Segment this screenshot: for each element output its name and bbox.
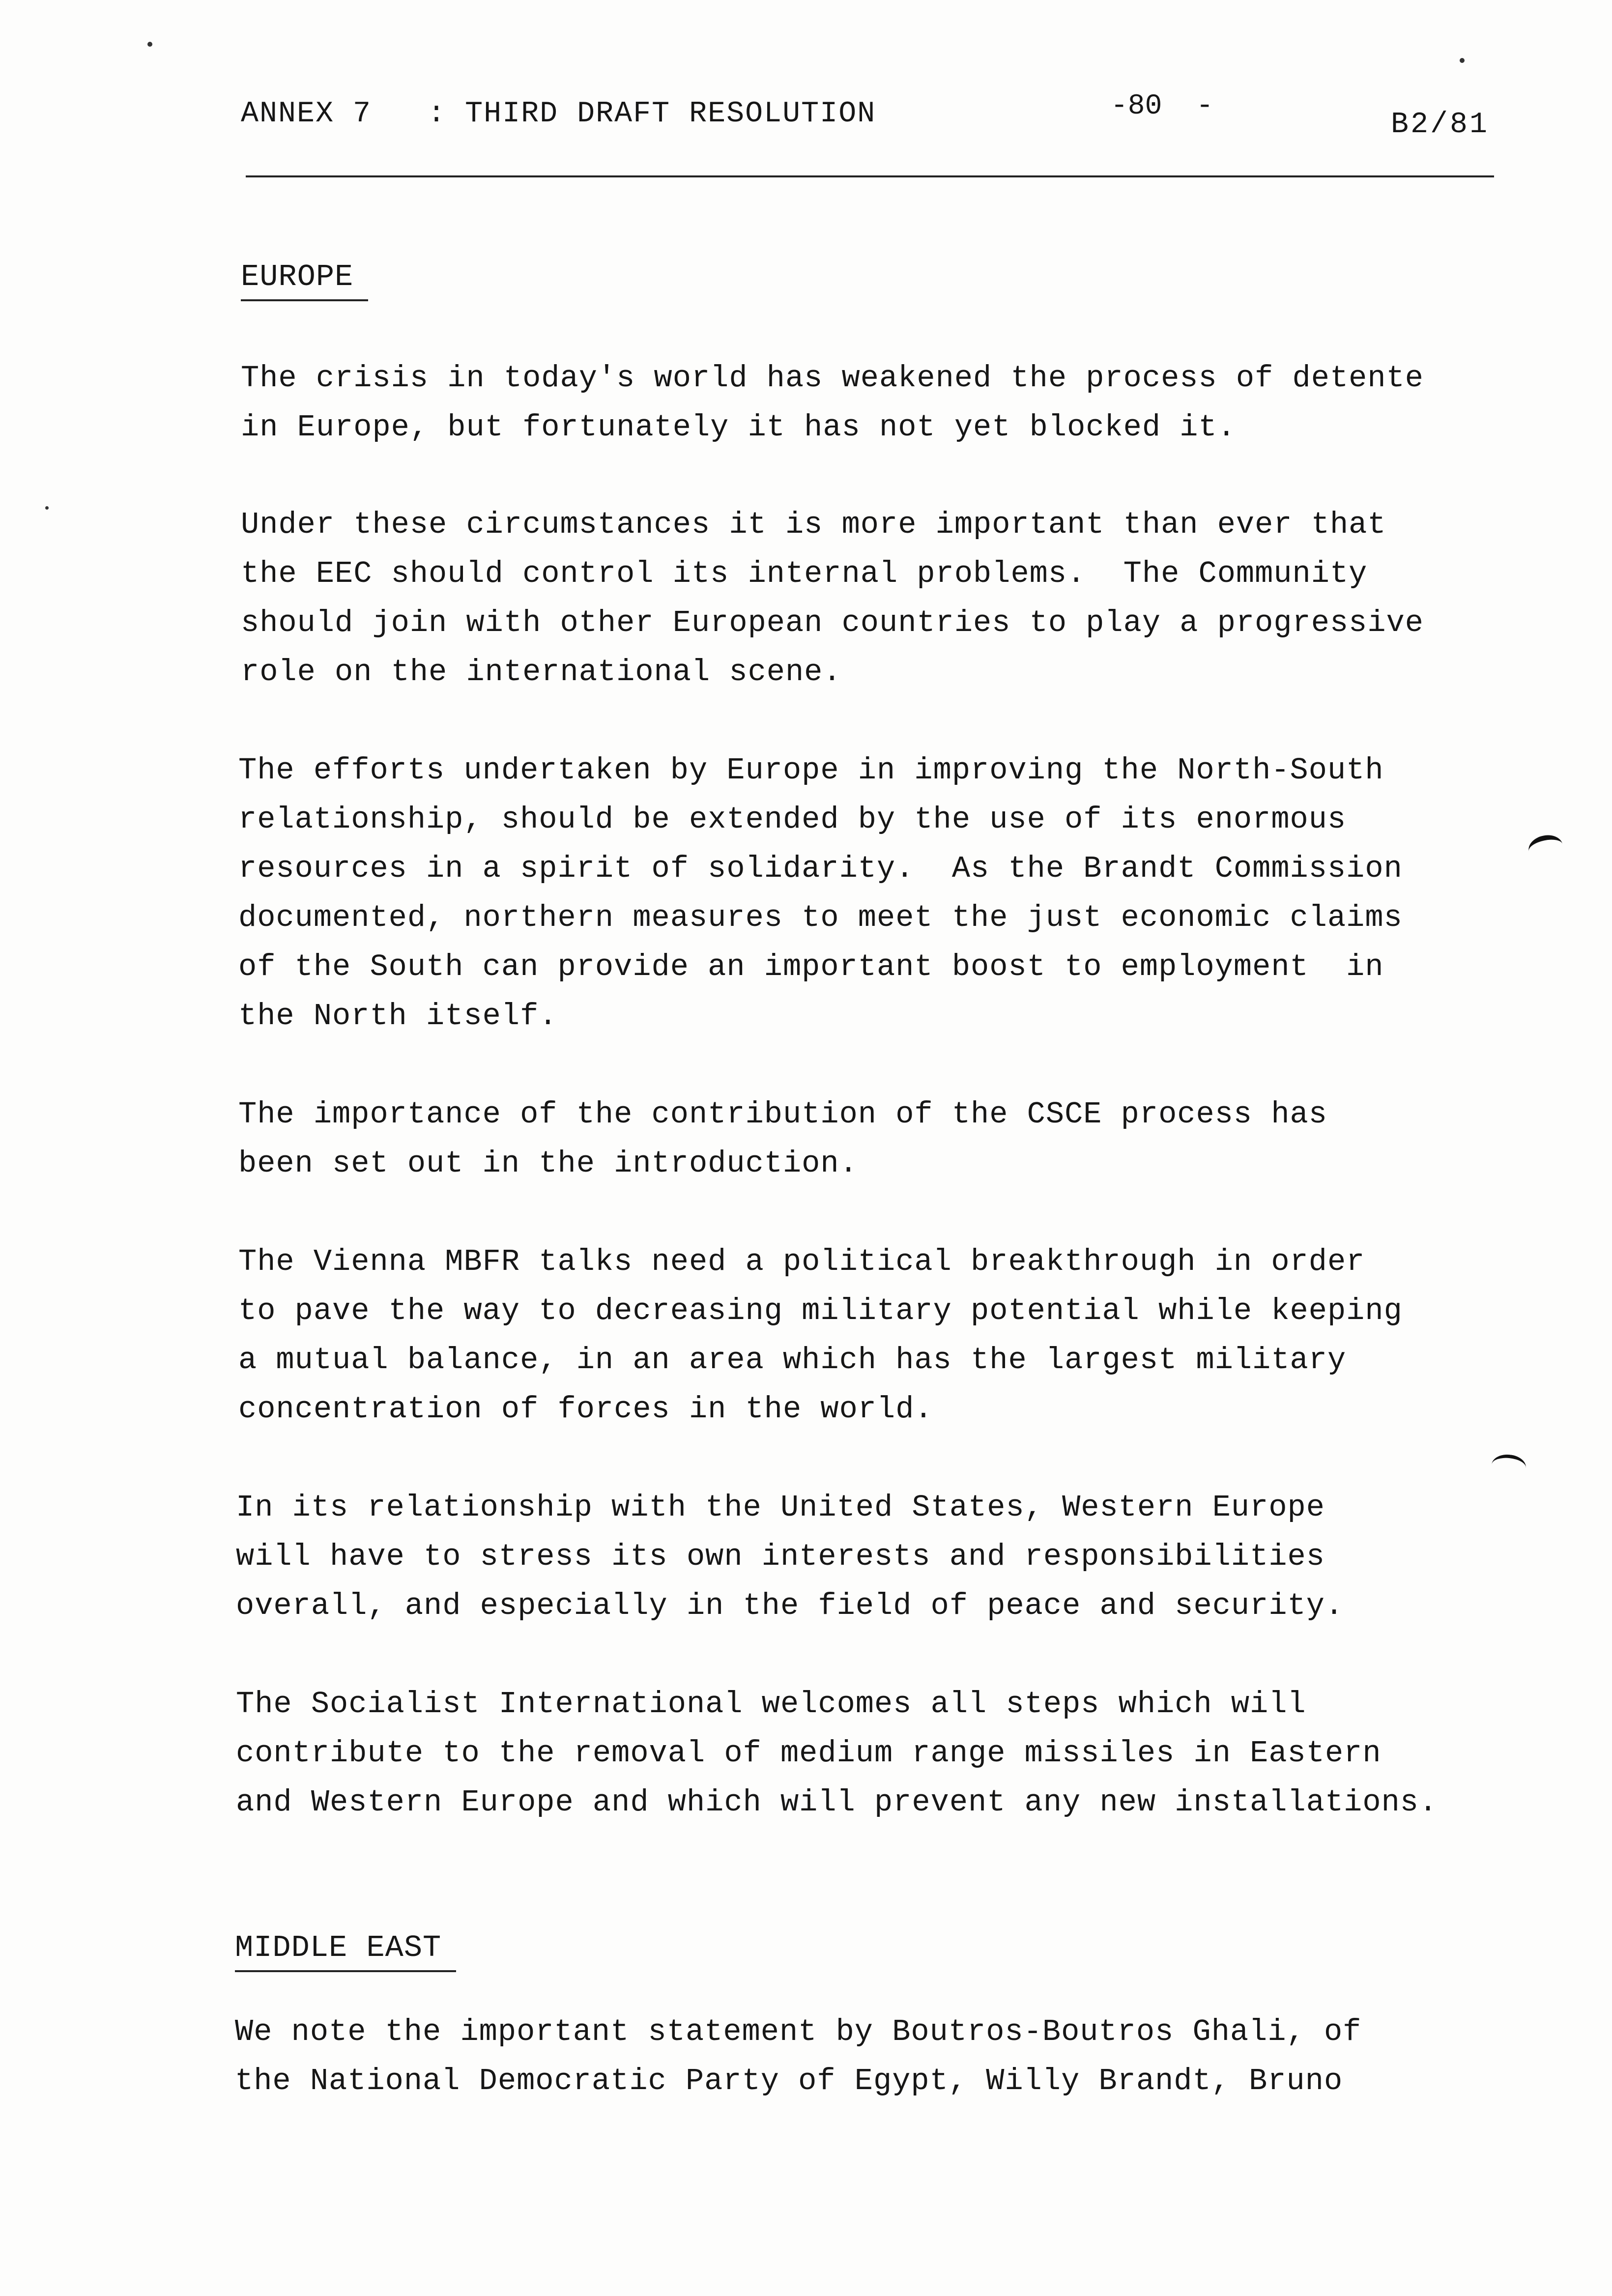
paragraph-europe-6 <box>236 1483 1344 1631</box>
text-line: The importance of the contribution of the CSCE process has <box>238 1097 1327 1132</box>
scan-speck <box>1460 58 1465 63</box>
text-line: resources in a spirit of solidarity. As the Brandt Commission <box>238 851 1403 886</box>
text-line: Under these circumstances it is more important than ever that <box>241 507 1386 542</box>
text-line: concentration of forces in the world. <box>238 1392 933 1427</box>
text-line: a mutual balance, in an area which has the largest military <box>238 1343 1347 1378</box>
scan-speck <box>45 506 49 510</box>
paragraph-europe-1 <box>241 354 1424 452</box>
header-reference: B2/81 <box>1391 108 1490 142</box>
paragraph-europe-5 <box>238 1237 1403 1434</box>
margin-mark <box>1526 832 1565 863</box>
header-rule <box>246 175 1494 177</box>
text-line: the National Democratic Party of Egypt, Willy Brandt, Bruno <box>235 2064 1343 2098</box>
section-heading-europe: EUROPE <box>241 259 354 294</box>
text-line: The crisis in today's world has weakened the process of detente <box>241 361 1424 396</box>
header-page-number: -80 - <box>1111 90 1213 122</box>
text-line: contribute to the removal of medium range missiles in Eastern <box>236 1736 1382 1771</box>
text-line: The efforts undertaken by Europe in improving the North-South <box>238 753 1384 788</box>
text-line: to pave the way to decreasing military potential while keeping <box>238 1293 1403 1328</box>
text-line: should join with other European countries to play a progressive <box>241 605 1424 640</box>
text-line: in Europe, but fortunately it has not yet blocked it. <box>241 410 1236 445</box>
text-line: documented, northern measures to meet the just economic claims <box>238 900 1403 935</box>
text-line: and Western Europe and which will prevent any new installations. <box>236 1785 1438 1820</box>
text-line: In its relationship with the United States, Western Europe <box>236 1490 1325 1525</box>
section-heading-middle-east: MIDDLE EAST <box>235 1930 442 1965</box>
text-line: been set out in the introduction. <box>238 1146 858 1181</box>
text-line: the North itself. <box>238 999 558 1033</box>
text-line: The Socialist International welcomes all steps which will <box>236 1687 1306 1722</box>
text-line: the EEC should control its internal problems. The Community <box>241 556 1368 591</box>
text-line: role on the international scene. <box>241 655 842 689</box>
paragraph-europe-4 <box>238 1090 1327 1188</box>
text-line: We note the important statement by Boutros-Boutros Ghali, of <box>235 2014 1362 2049</box>
paragraph-europe-7 <box>236 1680 1438 1827</box>
text-line: relationship, should be extended by the use of its enormous <box>238 802 1347 837</box>
header-annex-title: ANNEX 7 : THIRD DRAFT RESOLUTION <box>241 97 876 131</box>
paragraph-europe-2 <box>241 500 1424 697</box>
text-line: of the South can provide an important boost to employment in <box>238 949 1384 984</box>
text-line: overall, and especially in the field of peace and security. <box>236 1588 1344 1623</box>
paragraph-europe-3 <box>238 746 1403 1041</box>
margin-mark <box>1491 1453 1527 1479</box>
text-line: will have to stress its own interests and responsibilities <box>236 1539 1325 1574</box>
paragraph-middle-east-1 <box>235 2008 1361 2106</box>
text-line: The Vienna MBFR talks need a political breakthrough in order <box>238 1244 1365 1279</box>
scan-speck <box>147 42 152 47</box>
